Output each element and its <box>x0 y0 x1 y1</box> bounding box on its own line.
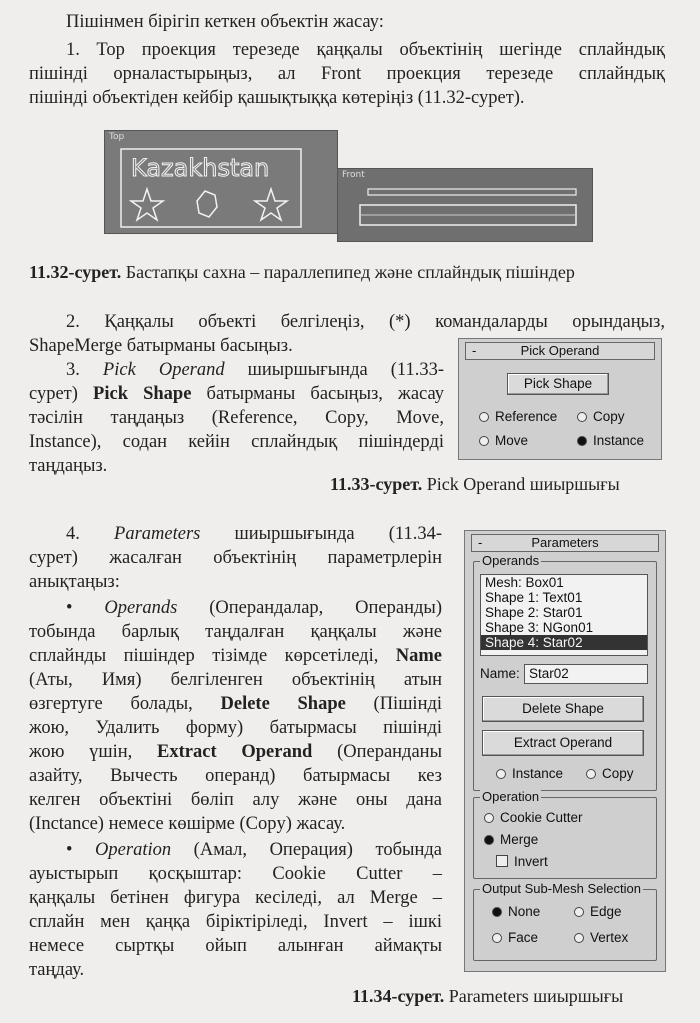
bullet1-l7a: жою үшін, <box>29 742 133 762</box>
invert-label: Invert <box>514 854 548 869</box>
face-dot <box>492 933 502 943</box>
pick-shape-button[interactable]: Pick Shape <box>507 373 609 395</box>
none-radio[interactable] <box>492 904 540 919</box>
merge-dot <box>484 835 494 845</box>
step1-line1: 1. Top проекция терезеде қаңқалы объектінің шегінде сплайндық <box>66 40 665 60</box>
invert-checkbox[interactable] <box>496 854 548 869</box>
bullet2-operation: Operation <box>95 840 172 860</box>
bullet1-operands: Operands <box>104 598 178 618</box>
none-dot <box>492 907 502 917</box>
bullet1-line7 <box>29 740 442 765</box>
bullet1-line2: тобында барлық таңдалған қаңқалы және <box>29 622 442 642</box>
operand-list-item[interactable]: Mesh: Box01 <box>485 575 564 590</box>
bullet2-line4: сплайн мен қаңқа біріктіріледі, Invert – ішкі <box>29 912 442 932</box>
reference-radio-dot <box>479 412 489 422</box>
bullet2-line1 <box>66 838 442 863</box>
step3-line1 <box>66 358 444 383</box>
bullet2-line6: таңдау. <box>29 960 85 980</box>
step3-number: 3. <box>66 360 103 380</box>
step3-line5: таңдаңыз. <box>29 456 108 476</box>
figure-11-32-number: 11.32-сурет. <box>29 262 122 282</box>
bullet1-delete-shape: Delete Shape <box>220 694 346 714</box>
front-viewport <box>337 168 593 242</box>
operand-list-item[interactable]: Shape 4: Star02 <box>481 635 647 650</box>
operands-group <box>473 553 657 791</box>
top-viewport-label: Top <box>109 132 125 142</box>
name-field[interactable]: Star02 <box>524 664 648 684</box>
bullet1-line10: (Inctance) немесе көшірме (Copy) жасау. <box>29 814 346 834</box>
extract-copy-label: Copy <box>602 766 634 781</box>
bullet2-line5: немесе сыртқы ойып алынған аймақты <box>29 936 442 956</box>
edge-dot <box>574 907 584 917</box>
bullet1-rest: (Операндалар, Операнды) <box>177 598 442 618</box>
copy-radio[interactable] <box>577 409 625 424</box>
bullet1-line9: келген объектіні бөліп алу және оны дана <box>29 790 442 810</box>
bullet1-line5 <box>29 692 442 717</box>
collapse-icon[interactable]: - <box>472 343 477 358</box>
merge-radio[interactable] <box>484 832 538 847</box>
parameters-rollout <box>464 530 666 972</box>
move-radio-dot <box>479 436 489 446</box>
operands-list[interactable] <box>480 574 648 656</box>
kazakhstan-logo-text: Kazakhstan <box>131 154 270 182</box>
bullet2-line2: ауыстырып қосқыштар: Cookie Cutter – <box>29 864 442 884</box>
bullet1-line1 <box>66 596 442 621</box>
figure-11-34-caption <box>352 984 623 1008</box>
extract-instance-label: Instance <box>512 766 564 781</box>
bullet1-l5a: өзгертуге болады, <box>29 694 193 714</box>
edge-label: Edge <box>590 904 622 919</box>
extract-copy-radio[interactable] <box>586 766 634 781</box>
pick-operand-title: Pick Operand <box>520 343 600 358</box>
step3-line3: тәсілін таңдаңыз (Reference, Copy, Move, <box>29 408 444 428</box>
pick-operand-header[interactable] <box>465 342 655 360</box>
step4-parameters: Parameters <box>114 524 201 544</box>
move-label: Move <box>495 433 529 448</box>
front-viewport-scene <box>338 169 592 241</box>
merge-label: Merge <box>500 832 539 847</box>
submesh-group-title: Output Sub-Mesh Selection <box>482 881 641 896</box>
parameters-title: Parameters <box>531 535 599 550</box>
extract-instance-radio[interactable] <box>496 766 563 781</box>
bullet1-mark: • <box>66 598 105 618</box>
bullet1-name: Name <box>395 646 442 666</box>
operand-list-item[interactable]: Shape 1: Text01 <box>485 590 583 605</box>
bullet2-line3: қаңқалы бетінен фигура кесіледі, ал Merge – <box>29 888 442 908</box>
bullet1-l7b: (Операнданы <box>337 742 443 762</box>
invert-box <box>496 855 508 867</box>
operand-list-item[interactable]: Shape 3: NGon01 <box>485 620 594 635</box>
step3-line2 <box>29 382 444 407</box>
bullet1-line3 <box>29 644 442 669</box>
figure-11-32-caption <box>29 260 575 284</box>
figure-11-34-number: 11.34-сурет. <box>352 986 445 1006</box>
step2-line1: 2. Қаңқалы объекті белгілеңіз, (*) командаларды орындаңыз, <box>66 312 665 332</box>
figure-11-33-caption <box>330 472 620 496</box>
face-label: Face <box>508 930 539 945</box>
cookie-cutter-radio[interactable] <box>484 810 583 825</box>
none-label: None <box>508 904 541 919</box>
step1-line2: пішінді орналастырыңыз, ал Front проекция терезеде сплайндық <box>29 64 665 84</box>
bullet1-extract-operand: Extract Operand <box>157 742 313 762</box>
extract-operand-button[interactable]: Extract Operand <box>482 730 644 756</box>
step4-line3: анықтаңыз: <box>29 572 120 592</box>
collapse-icon[interactable]: - <box>478 535 483 550</box>
operand-list-item[interactable]: Shape 2: Star01 <box>485 605 583 620</box>
section-heading: Пішінмен бірігіп кеткен объектін жасау: <box>66 12 384 32</box>
step2-line2: ShapeMerge батырманы басыңыз. <box>29 336 293 356</box>
step3-rest: шиыршығында (11.33- <box>224 360 444 380</box>
step4-rest: шиыршығында (11.34- <box>200 524 442 544</box>
extract-copy-dot <box>586 769 596 779</box>
step3-pick-operand: Pick Operand <box>102 360 225 380</box>
figure-11-32-text: Бастапқы сахна – параллепипед және сплайндық пішіндер <box>121 262 575 282</box>
figure-11-34-text: Parameters шиыршығы <box>444 986 624 1006</box>
reference-radio[interactable] <box>479 409 557 424</box>
bullet1-line6: жою, Удалить форму) батырмасы пішінді <box>29 718 442 738</box>
step4-number: 4. <box>66 524 115 544</box>
move-radio[interactable] <box>479 433 528 448</box>
instance-radio[interactable] <box>577 433 644 448</box>
cookie-cutter-label: Cookie Cutter <box>500 810 583 825</box>
extract-instance-dot <box>496 769 506 779</box>
front-viewport-label: Front <box>342 170 365 180</box>
top-viewport <box>104 130 338 234</box>
figure-11-33-number: 11.33-сурет. <box>330 474 423 494</box>
bullet1-l3a: сплайнды пішіндер тізімде көрсетіледі, <box>29 646 379 666</box>
step3-pick-shape: Pick Shape <box>93 384 192 404</box>
operation-group-title: Operation <box>482 789 540 804</box>
pick-operand-rollout <box>458 338 662 460</box>
bullet1-line8: азайту, Вычесть операнд) батырмасы кез <box>29 766 442 786</box>
bullet1-l5b: (Пішінді <box>373 694 443 714</box>
operation-group <box>473 789 657 879</box>
parameters-header[interactable] <box>471 534 659 552</box>
copy-label: Copy <box>593 409 625 424</box>
vertex-dot <box>574 933 584 943</box>
submesh-group <box>473 881 657 961</box>
step3-l2a: сурет) <box>29 384 94 404</box>
step3-l2b: батырманы басыңыз, жасау <box>191 384 444 404</box>
step1-line3: пішінді объектіден кейбір қашықтыққа көтеріңіз (11.32-сурет). <box>29 88 525 108</box>
reference-label: Reference <box>495 409 558 424</box>
face-radio[interactable] <box>492 930 538 945</box>
edge-radio[interactable] <box>574 904 622 919</box>
bullet1-line4: (Аты, Имя) белгіленген объектінің атын <box>29 670 442 690</box>
top-viewport-scene <box>105 131 337 233</box>
instance-radio-dot <box>577 436 587 446</box>
vertex-radio[interactable] <box>574 930 628 945</box>
step3-line4: Instance), содан кейін сплайндық пішіндерді <box>29 432 444 452</box>
instance-label: Instance <box>593 433 645 448</box>
delete-shape-button[interactable]: Delete Shape <box>482 696 644 722</box>
bullet2-mark: • <box>66 840 96 860</box>
name-label: Name: <box>480 666 520 681</box>
step4-line1 <box>66 522 442 547</box>
copy-radio-dot <box>577 412 587 422</box>
cookie-cutter-dot <box>484 813 494 823</box>
step4-line2: сурет) жасалған объектінің параметрлерін <box>29 548 442 568</box>
vertex-label: Vertex <box>590 930 629 945</box>
operands-group-title: Operands <box>482 553 540 568</box>
figure-11-33-text: Pick Operand шиыршығы <box>422 474 620 494</box>
bullet2-rest: (Амал, Операция) тобында <box>171 840 442 860</box>
